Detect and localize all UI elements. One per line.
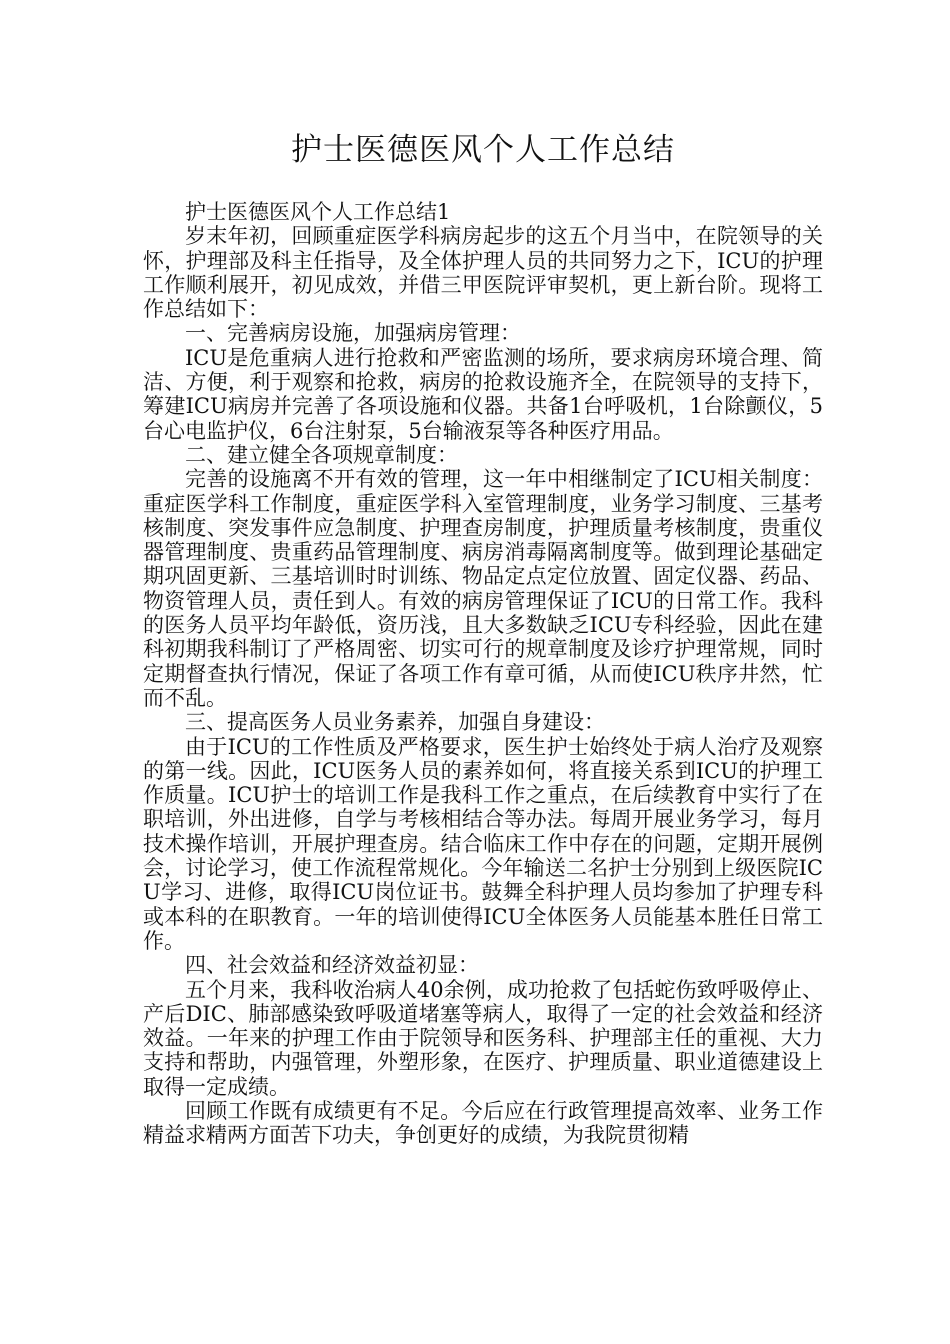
paragraph-body: 完善的设施离不开有效的管理，这一年中相继制定了ICU相关制度：重症医学科工作制度，重症医学科入室管理制度，业务学习制度、三基考核制度、突发事件应急制度、护理查房制度，护理质量考核制度，贵重仪器管理制度、贵重药品管理制度、病房消毒隔离制度等。做到理论基础定期巩固更新、三基培训时时训练、物品定点定位放置、固定仪器、药品、物资管理人员，责任到人。有效的病房管理保证了ICU的日常工作。我科的医务人员平均年龄低，资历浅，且大多数缺乏ICU专科经验，因此在建科初期我科制订了严格周密、切实可行的规章制度及诊疗护理常规，同时定期督查执行情况，保证了各项工作有章可循，从而使ICU秩序井然，忙而不乱。 [143, 467, 823, 710]
document-page [143, 0, 823, 1148]
paragraph-body: 五个月来，我科收治病人40余例，成功抢救了包括蛇伤致呼吸停止、产后DIC、肺部感染致呼吸道堵塞等病人，取得了一定的社会效益和经济效益。一年来的护理工作由于院领导和医务科、护理部主任的重视、大力支持和帮助，内强管理，外塑形象，在医疗、护理质量、职业道德建设上取得一定成绩。 [143, 977, 823, 1099]
paragraph-body: ICU是危重病人进行抢救和严密监测的场所，要求病房环境合理、简洁、方便，利于观察和抢救，病房的抢救设施齐全，在院领导的支持下，筹建ICU病房并完善了各项设施和仪器。共备1台呼吸机，1台除颤仪，5台心电监护仪，6台注射泵，5台输液泵等各种医疗用品。 [143, 345, 823, 443]
paragraph-body: 由于ICU的工作性质及严格要求，医生护士始终处于病人治疗及观察的第一线。因此，ICU医务人员的素养如何，将直接关系到ICU的护理工作质量。ICU护士的培训工作是我科工作之重点，在后续教育中实行了在职培训，外出进修，自学与考核相结合等办法。每周开展业务学习，每月技术操作培训，开展护理查房。结合临床工作中存在的问题，定期开展例会，讨论学习，使工作流程常规化。今年输送二名护士分别到上级医院ICU学习、进修，取得ICU岗位证书。鼓舞全科护理人员均参加了护理专科或本科的在职教育。一年的培训使得ICU全体医务人员能基本胜任日常工作。 [143, 734, 823, 953]
section-heading: 三、提高医务人员业务素养，加强自身建设： [185, 710, 605, 735]
document-body [143, 200, 823, 1148]
section-heading: 四、社会效益和经济效益初显： [185, 953, 479, 978]
section-heading: 二、建立健全各项规章制度： [185, 442, 458, 467]
paragraph-intro: 岁末年初，回顾重症医学科病房起步的这五个月当中，在院领导的关怀，护理部及科主任指导，及全体护理人员的共同努力之下，ICU的护理工作顺利展开，初见成效，并借三甲医院评审契机，更上新台阶。现将工作总结如下： [143, 224, 823, 322]
document-title: 护士医德医风个人工作总结 [291, 132, 675, 168]
section-heading: 护士医德医风个人工作总结1 [185, 200, 451, 224]
paragraph-body: 回顾工作既有成绩更有不足。今后应在行政管理提高效率、业务工作精益求精两方面苦下功夫，争创更好的成绩，为我院贯彻精 [143, 1098, 823, 1148]
section-heading: 一、完善病房设施，加强病房管理： [185, 321, 521, 346]
